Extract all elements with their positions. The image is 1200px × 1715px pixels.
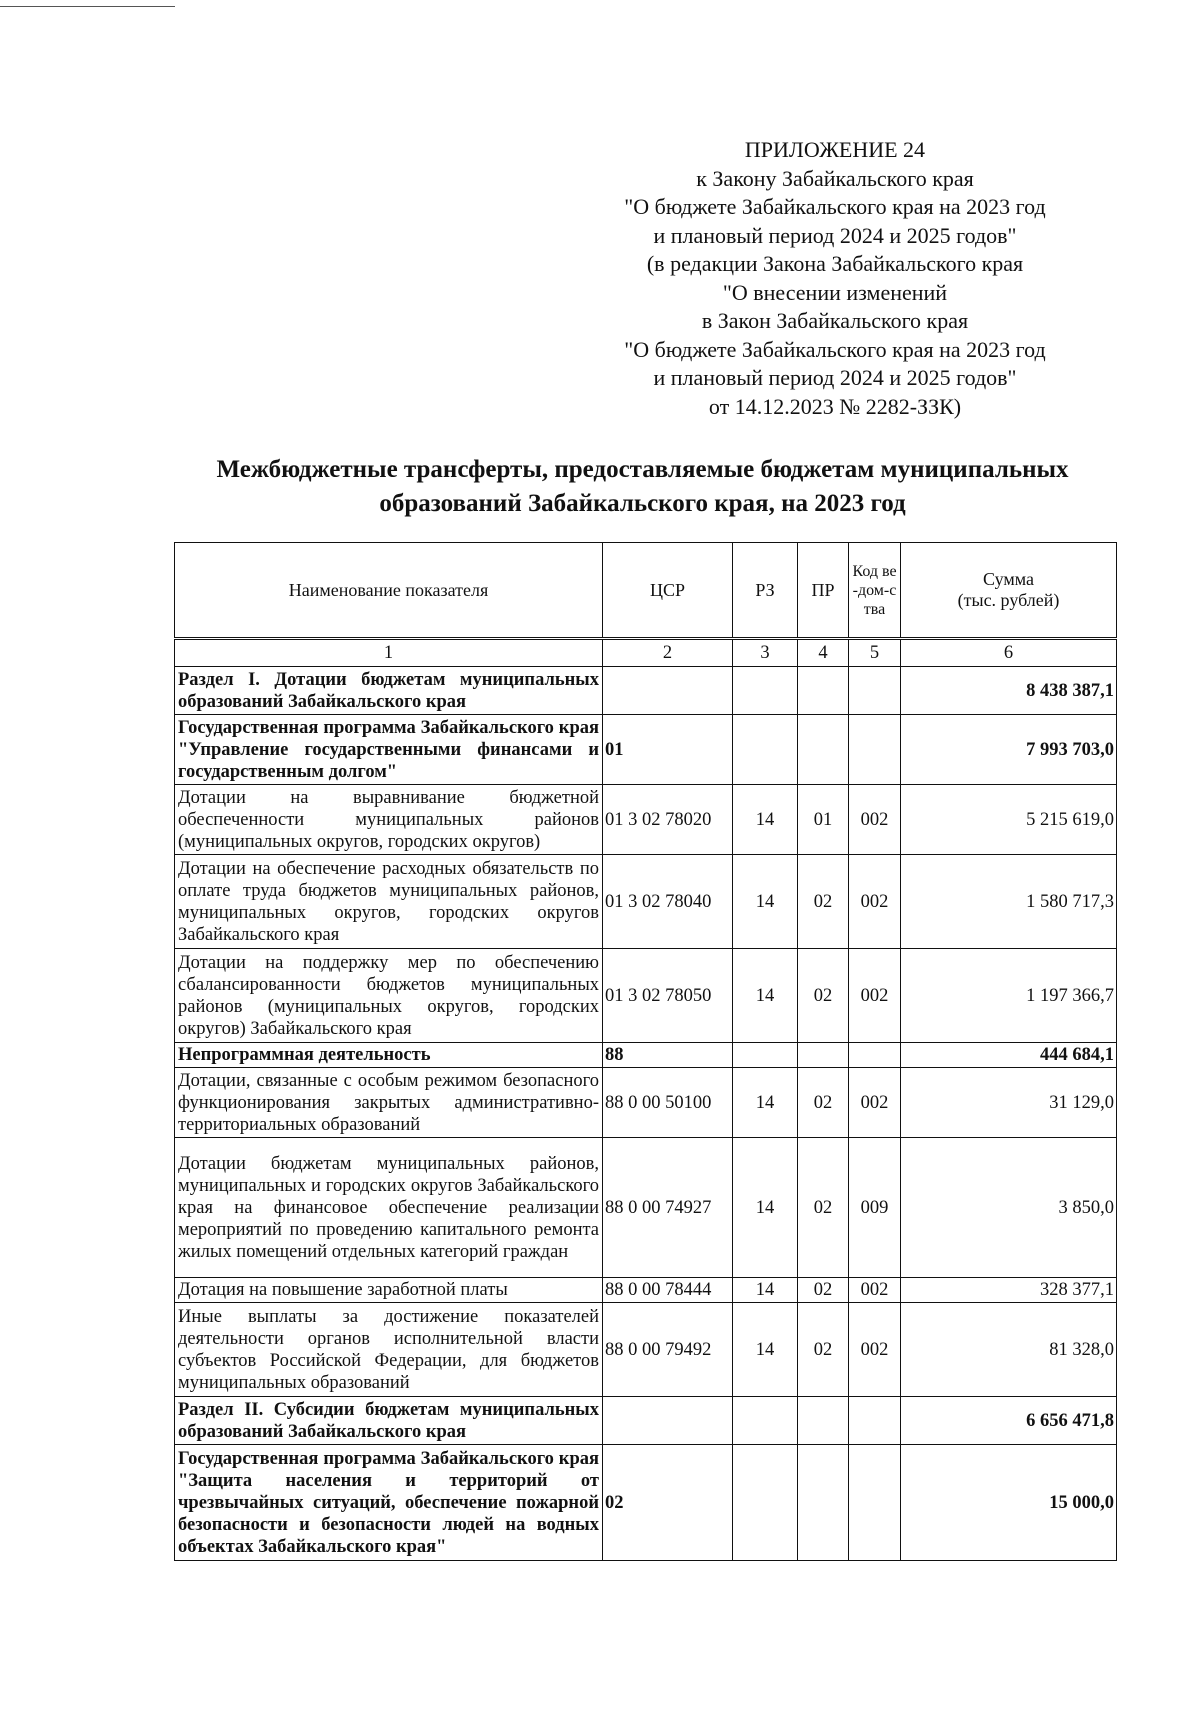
row-ved [849,667,901,715]
row-sum: 7 993 703,0 [901,715,1117,785]
row-rz [733,1445,798,1561]
row-rz: 14 [733,855,798,949]
row-pr [798,1043,849,1068]
header-line: к Закону Забайкальского края [696,165,974,191]
header-line: "О внесении изменений [722,279,948,305]
row-ved: 002 [849,785,901,855]
row-sum: 8 438 387,1 [901,667,1117,715]
row-csr: 88 [603,1043,733,1068]
header-line: в Закон Забайкальского края [701,308,969,333]
row-rz [733,667,798,715]
row-name: Дотации на выравнивание бюджетной обеспеченности муниципальных районов (муниципальных округов, городских округов) [175,785,603,855]
row-ved: 009 [849,1138,901,1278]
row-ved [849,1043,901,1068]
row-name: Дотации на обеспечение расходных обязательств по оплате труда бюджетов муниципальных районов, муниципальных округов, городских округов Забайкальского края [175,855,603,949]
row-sum: 5 215 619,0 [901,785,1117,855]
row-rz [733,1397,798,1445]
row-csr [603,1397,733,1445]
row-csr: 01 3 02 78040 [603,855,733,949]
scan-artifact-line [0,6,175,7]
header-line: ПРИЛОЖЕНИЕ 24 [744,137,926,162]
row-sum: 1 197 366,7 [901,949,1117,1043]
row-ved [849,1397,901,1445]
column-number: 4 [798,639,849,667]
row-sum: 328 377,1 [901,1278,1117,1303]
row-name: Дотации бюджетам муниципальных районов, муниципальных и городских округов Забайкальского края на финансовое обеспечение реализации мероприятий по проведению капитального ремонта жилых помещений отдельных категорий граждан [175,1138,603,1278]
row-rz: 14 [733,1303,798,1397]
column-numbers-row [175,639,1117,667]
row-pr: 02 [798,1303,849,1397]
row-pr: 02 [798,1068,849,1138]
row-csr [603,667,733,715]
row-csr: 88 0 00 79492 [603,1303,733,1397]
table-row [175,949,1117,1043]
column-header-csr: ЦСР [603,543,733,639]
row-sum: 6 656 471,8 [901,1397,1117,1445]
row-rz: 14 [733,1138,798,1278]
row-rz: 14 [733,949,798,1043]
title-line-2: образований Забайкальского края, на 2023 год [379,490,906,517]
budget-table [174,542,1117,1561]
row-ved: 002 [849,949,901,1043]
row-csr: 01 [603,715,733,785]
row-name: Раздел II. Субсидии бюджетам муниципальных образований Забайкальского края [175,1397,603,1445]
table-row [175,715,1117,785]
column-number: 3 [733,639,798,667]
row-ved: 002 [849,1068,901,1138]
row-rz: 14 [733,1068,798,1138]
header-line: от 14.12.2023 № 2282-ЗЗК) [708,393,962,419]
row-csr: 88 0 00 74927 [603,1138,733,1278]
row-name: Раздел I. Дотации бюджетам муниципальных образований Забайкальского края [175,667,603,715]
row-pr: 02 [798,1138,849,1278]
row-pr: 02 [798,1278,849,1303]
row-pr: 01 [798,785,849,855]
title-line-1: Межбюджетные трансферты, предоставляемые бюджетам муниципальных [216,456,1069,483]
row-sum: 31 129,0 [901,1068,1117,1138]
table-row [175,1445,1117,1561]
row-rz: 14 [733,1278,798,1303]
row-name: Государственная программа Забайкальского края "Защита населения и территорий от чрезвычайных ситуаций, обеспечение пожарной безопасности и безопасности людей на водных объектах Забайкальского края" [175,1445,603,1561]
document-title [150,453,1135,521]
row-pr: 02 [798,855,849,949]
header-line: и плановый период 2024 и 2025 годов" [653,222,1017,248]
row-ved [849,715,901,785]
table-row [175,1138,1117,1278]
table-row [175,855,1117,949]
row-name: Дотации на поддержку мер по обеспечению сбалансированности бюджетов муниципальных районов (муниципальных округов, городских округов) Забайкальского края [175,949,603,1043]
row-csr: 02 [603,1445,733,1561]
appendix-header [560,136,1110,421]
row-csr: 88 0 00 78444 [603,1278,733,1303]
row-csr: 01 3 02 78050 [603,949,733,1043]
column-header-rz: РЗ [733,543,798,639]
table-row [175,667,1117,715]
row-sum: 1 580 717,3 [901,855,1117,949]
table-row [175,1303,1117,1397]
row-csr: 88 0 00 50100 [603,1068,733,1138]
row-pr [798,667,849,715]
row-pr [798,715,849,785]
row-sum: 3 850,0 [901,1138,1117,1278]
row-pr [798,1445,849,1561]
row-rz: 14 [733,785,798,855]
row-pr: 02 [798,949,849,1043]
table-row [175,785,1117,855]
row-sum: 81 328,0 [901,1303,1117,1397]
header-line: "О бюджете Забайкальского края на 2023 год [624,194,1046,219]
row-name: Непрограммная деятельность [175,1043,603,1068]
row-name: Дотации, связанные с особым режимом безопасного функционирования закрытых административно-территориальных образований [175,1068,603,1138]
row-name: Государственная программа Забайкальского края "Управление государственными финансами и государственным долгом" [175,715,603,785]
table-row [175,1068,1117,1138]
row-sum: 444 684,1 [901,1043,1117,1068]
column-header-sum-unit: (тыс. рублей) [957,590,1060,610]
column-header-ved: Код ве-дом-ства [849,543,901,639]
column-number: 2 [603,639,733,667]
row-pr [798,1397,849,1445]
row-ved: 002 [849,855,901,949]
header-line: и плановый период 2024 и 2025 годов" [653,365,1017,390]
table-row [175,1043,1117,1068]
table-header-row [175,543,1117,639]
row-csr: 01 3 02 78020 [603,785,733,855]
header-line: (в редакции Закона Забайкальского края [646,251,1024,276]
row-name: Дотация на повышение заработной платы [175,1278,603,1303]
row-rz [733,1043,798,1068]
column-header-pr: ПР [798,543,849,639]
row-name: Иные выплаты за достижение показателей деятельности органов исполнительной власти субъектов Российской Федерации, для бюджетов муниципальных образований [175,1303,603,1397]
row-ved [849,1445,901,1561]
column-number: 6 [901,639,1117,667]
column-header-name: Наименование показателя [175,543,603,639]
header-line: "О бюджете Забайкальского края на 2023 год [624,336,1046,362]
row-rz [733,715,798,785]
table-row [175,1278,1117,1303]
row-ved: 002 [849,1303,901,1397]
column-header-sum [901,543,1117,639]
column-number: 1 [175,639,603,667]
table-row [175,1397,1117,1445]
row-sum: 15 000,0 [901,1445,1117,1561]
column-number: 5 [849,639,901,667]
column-header-sum-title: Сумма [983,569,1034,589]
row-ved: 002 [849,1278,901,1303]
